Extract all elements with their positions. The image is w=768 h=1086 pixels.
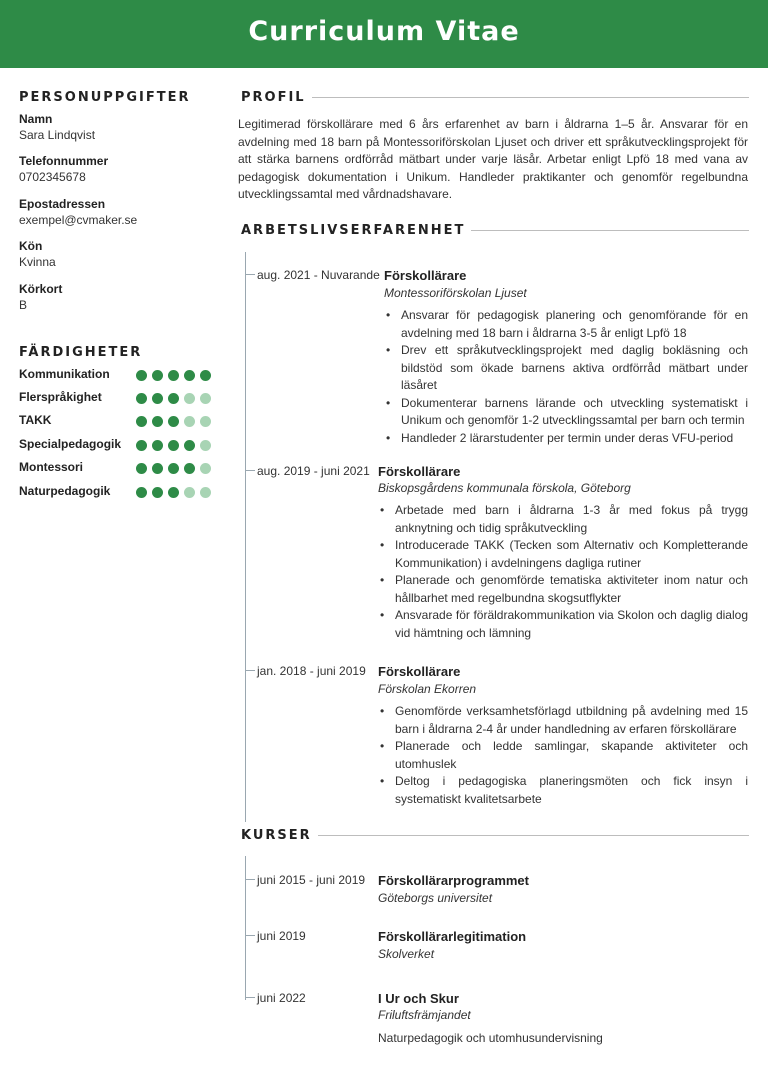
personal-value: exempel@cvmaker.se [19, 213, 138, 227]
rating-dot-filled [136, 440, 147, 451]
job-date: aug. 2021 - Nuvarande [257, 268, 380, 282]
job-employer: Montessoriförskolan Ljuset [384, 286, 527, 300]
skill-name: Specialpedagogik [19, 437, 122, 451]
personal-label: Namn [19, 112, 53, 126]
rating-dot-filled [136, 487, 147, 498]
personal-heading: PERSONUPPGIFTER [19, 90, 191, 105]
timeline-tick [245, 879, 255, 880]
rating-dot-filled [136, 393, 147, 404]
rating-dot-empty [200, 463, 211, 474]
experience-heading-row [241, 223, 749, 238]
job-bullet: • Arbetade med barn i åldrarna 1-3 år med fokus på trygg anknytning och tidig språkutveckling [378, 502, 748, 537]
job-bullet: • Deltog i pedagogiska planeringsmöten och fick insyn i systematiskt kvalitetsarbete [378, 773, 748, 808]
courses-heading-row [241, 828, 749, 843]
job-bullet: • Ansvarade för föräldrakommunikation via Skolon och daglig dialog vid hämtning och lämning [378, 607, 748, 642]
rating-dot-filled [136, 370, 147, 381]
course-institution: Göteborgs universitet [378, 891, 493, 905]
job-bullets [378, 502, 748, 642]
job-employer: Biskopsgårdens kommunala förskola, Göteborg [378, 481, 631, 495]
job-date: jan. 2018 - juni 2019 [257, 664, 366, 678]
personal-value: Sara Lindqvist [19, 128, 96, 142]
skill-rating [136, 463, 216, 474]
header-banner [0, 0, 768, 68]
skill-name: Flerspråkighet [19, 390, 102, 404]
personal-item-phone [19, 154, 108, 184]
personal-value: B [19, 298, 28, 312]
timeline-tick [245, 997, 255, 998]
rating-dot-filled [184, 463, 195, 474]
skill-name: TAKK [19, 413, 52, 427]
rating-dot-filled [136, 463, 147, 474]
rating-dot-filled [152, 370, 163, 381]
profile-text: Legitimerad förskollärare med 6 års erfarenhet av barn i åldrarna 1–5 år. Ansvarar för en avdelning med 18 barn på Montessoriförskolan Ljuset och driver ett språkutvecklingsprojekt för att stärka barnens ordförråd mätbart under varje läsår. Arbetar enligt Lpfö 18 med vana av pedagogisk dokumentation i Unikum. Handleder praktikanter och genomför regelbundna utvecklingssamtal med vårdnadshavare. [238, 117, 748, 201]
rating-dot-filled [152, 487, 163, 498]
course-title: Förskollärarprogrammet [378, 873, 529, 888]
timeline-tick [245, 470, 255, 471]
course-date: juni 2019 [257, 929, 306, 943]
rating-dot-filled [168, 463, 179, 474]
rating-dot-filled [168, 487, 179, 498]
skill-row [19, 484, 219, 502]
rating-dot-empty [200, 440, 211, 451]
section-divider [318, 835, 749, 836]
rating-dot-filled [184, 440, 195, 451]
course-institution: Skolverket [378, 947, 435, 961]
rating-dot-empty [184, 487, 195, 498]
skill-name: Kommunikation [19, 367, 110, 381]
rating-dot-filled [152, 393, 163, 404]
skill-name: Naturpedagogik [19, 484, 111, 498]
rating-dot-empty [200, 487, 211, 498]
job-bullet: • Genomförde verksamhetsförlagd utbildning på avdelning med 15 barn i åldrarna 2-4 år under handledning av erfaren förskollärare [378, 703, 748, 738]
personal-label: Epostadressen [19, 197, 106, 211]
rating-dot-filled [200, 370, 211, 381]
timeline-tick [245, 670, 255, 671]
course-date: juni 2022 [257, 991, 306, 1005]
course-institution: Friluftsfrämjandet [378, 1008, 471, 1022]
skill-name: Montessori [19, 460, 84, 474]
rating-dot-filled [168, 440, 179, 451]
course-title: Förskollärarlegitimation [378, 929, 527, 944]
personal-label: Kön [19, 239, 43, 253]
personal-value: Kvinna [19, 255, 56, 269]
job-bullet: • Introducerade TAKK (Tecken som Alternativ och Kompletterande Kommunikation) i avdelningens dagliga rutiner [378, 537, 748, 572]
rating-dot-filled [168, 393, 179, 404]
skill-rating [136, 370, 216, 381]
personal-value: 0702345678 [19, 170, 86, 184]
skill-row [19, 367, 219, 385]
skill-rating [136, 440, 216, 451]
job-bullet: • Drev ett språkutvecklingsprojekt med daglig bokläsning och bildstöd som ökade barnens aktiva ordförråd mätbart under läsåret [384, 342, 748, 395]
rating-dot-filled [136, 416, 147, 427]
course-description: Naturpedagogik och utomhusundervisning [378, 1031, 603, 1045]
personal-item-name [19, 112, 95, 142]
job-employer: Förskolan Ekorren [378, 682, 477, 696]
personal-label: Körkort [19, 282, 63, 296]
rating-dot-empty [184, 393, 195, 404]
job-bullet: • Planerade och genomförde tematiska aktiviteter inom natur och hållbarhet med regelbundna skogsutflykter [378, 572, 748, 607]
rating-dot-empty [184, 416, 195, 427]
rating-dot-filled [152, 463, 163, 474]
rating-dot-filled [168, 416, 179, 427]
profile-heading-row [241, 90, 749, 105]
courses-heading: KURSER [241, 828, 312, 843]
skills-heading: FÄRDIGHETER [19, 345, 143, 360]
job-title: Förskollärare [378, 664, 461, 679]
rating-dot-empty [200, 393, 211, 404]
personal-item-license [19, 282, 62, 312]
personal-item-gender [19, 239, 56, 269]
course-title: I Ur och Skur [378, 991, 459, 1006]
personal-label: Telefonnummer [19, 154, 109, 168]
profile-heading: PROFIL [241, 90, 306, 105]
skill-rating [136, 416, 216, 427]
skill-rating [136, 487, 216, 498]
rating-dot-filled [168, 370, 179, 381]
skill-row [19, 460, 219, 478]
rating-dot-filled [152, 416, 163, 427]
courses-timeline [245, 856, 246, 1000]
skill-row [19, 390, 219, 408]
job-bullet: • Dokumenterar barnens lärande och utveckling systematiskt i Unikum och genomför 1-2 utvecklingssamtal per barn och termin [384, 395, 748, 430]
experience-timeline [245, 252, 246, 822]
rating-dot-empty [200, 416, 211, 427]
rating-dot-filled [184, 370, 195, 381]
job-bullets [384, 307, 748, 447]
section-divider [471, 230, 749, 231]
skill-rating [136, 393, 216, 404]
page-title: Curriculum Vitae [248, 16, 520, 47]
skill-row [19, 413, 219, 431]
job-title: Förskollärare [384, 268, 467, 283]
rating-dot-filled [152, 440, 163, 451]
job-bullets [378, 703, 748, 808]
job-bullet: • Planerade och ledde samlingar, skapande aktiviteter och utomhuslek [378, 738, 748, 773]
job-date: aug. 2019 - juni 2021 [257, 464, 370, 478]
course-date: juni 2015 - juni 2019 [257, 873, 366, 887]
job-bullet: • Ansvarar för pedagogisk planering och genomförande för en avdelning med 18 barn i åldrarna 3-5 år enligt Lpfö 18 [384, 307, 748, 342]
personal-item-email [19, 197, 137, 227]
timeline-tick [245, 274, 255, 275]
job-title: Förskollärare [378, 464, 461, 479]
job-bullet: • Handleder 2 lärarstudenter per termin under deras VFU-period [384, 430, 748, 448]
skill-row [19, 437, 219, 455]
section-divider [312, 97, 749, 98]
timeline-tick [245, 935, 255, 936]
experience-heading: ARBETSLIVSERFARENHET [241, 223, 466, 238]
